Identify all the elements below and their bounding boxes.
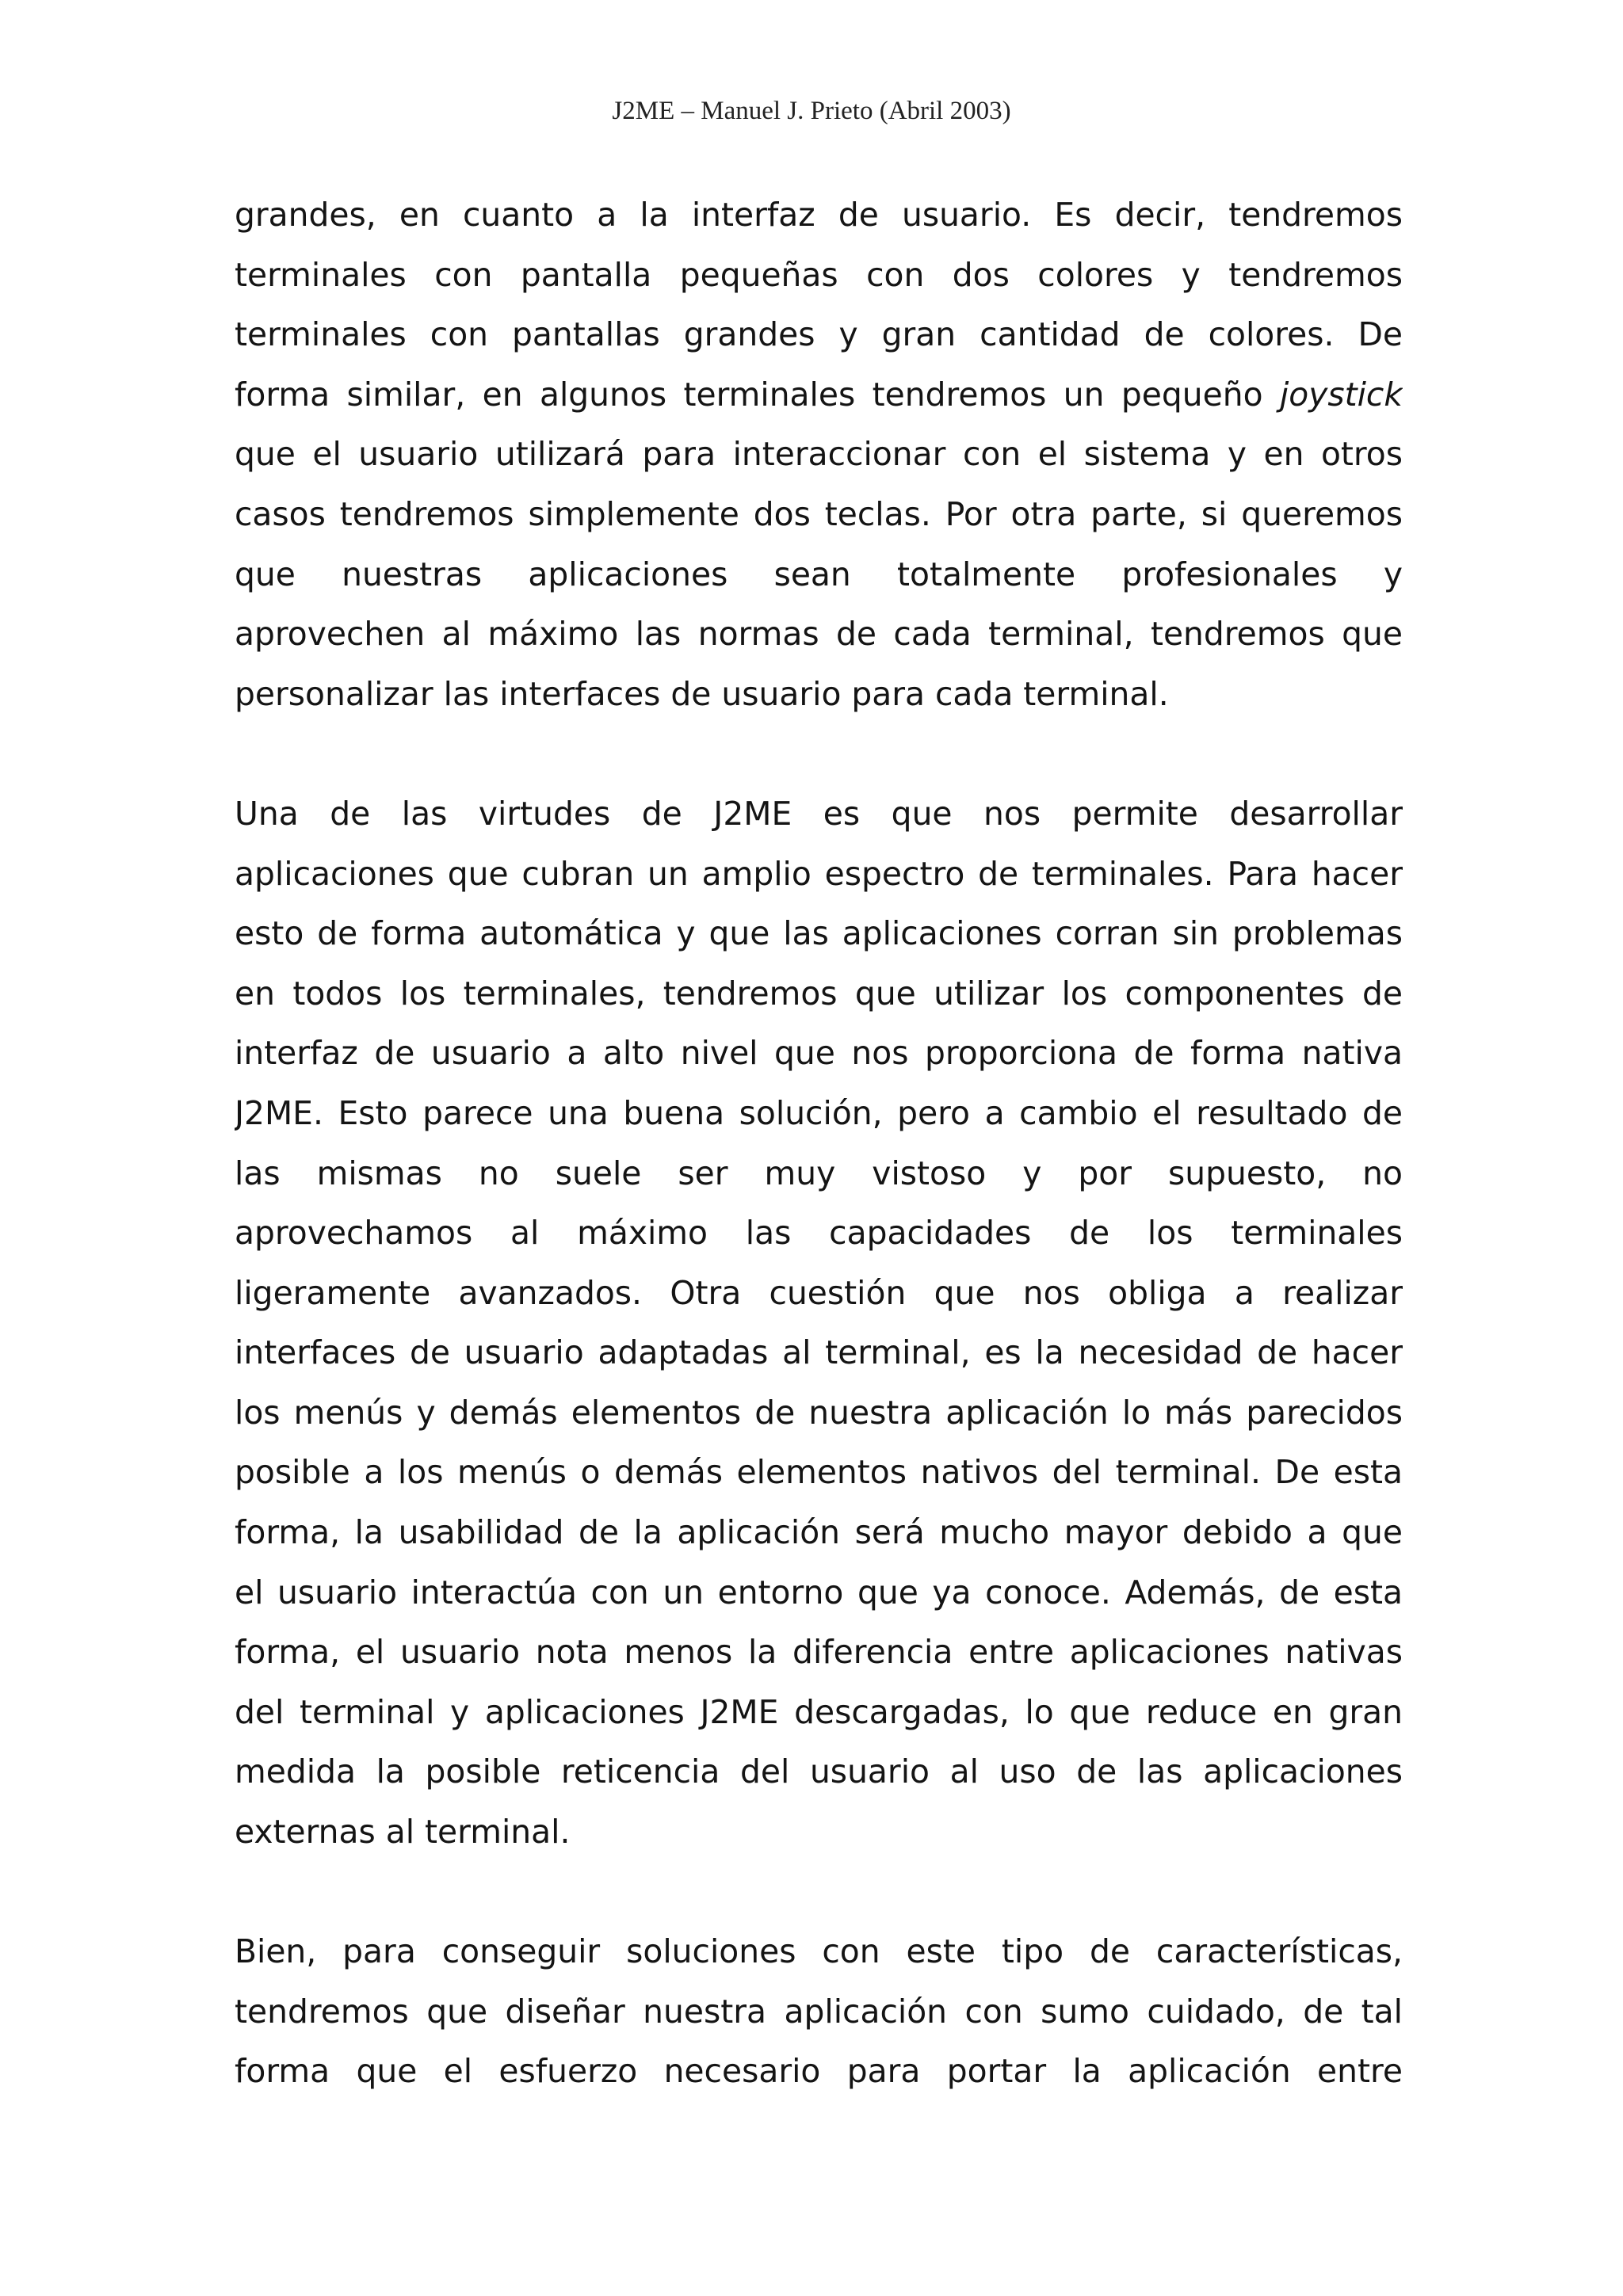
text-line: personalizar las interfaces de usuario para cada terminal. xyxy=(235,674,1169,713)
text-line: esto de forma automática y que las aplicaciones corran sin problemas xyxy=(235,914,1403,953)
paragraph-1 xyxy=(235,185,1403,724)
text-line: aprovechen al máximo las normas de cada terminal, tendremos que xyxy=(235,615,1403,654)
text-line: terminales con pantalla pequeñas con dos colores y tendremos xyxy=(235,255,1403,294)
text-line: interfaz de usuario a alto nivel que nos proporciona de forma nativa xyxy=(235,1034,1403,1073)
text-line: externas al terminal. xyxy=(235,1813,571,1852)
text-line: Una de las virtudes de J2ME es que nos permite desarrollar xyxy=(235,794,1403,833)
text-line: aplicaciones que cubran un amplio espectro de terminales. Para hacer xyxy=(235,854,1403,893)
text-line: terminales con pantallas grandes y gran cantidad de colores. De xyxy=(235,315,1403,354)
text-line xyxy=(235,365,1403,425)
text-line: el usuario interactúa con un entorno que ya conoce. Además, de esta xyxy=(235,1573,1403,1611)
text-line: J2ME. Esto parece una buena solución, pero a cambio el resultado de xyxy=(235,1093,1403,1132)
text-line: casos tendremos simplemente dos teclas. Por otra parte, si queremos xyxy=(235,494,1403,533)
text-line: Bien, para conseguir soluciones con este tipo de características, xyxy=(235,1932,1403,1971)
emphasized-term: joystick xyxy=(1279,375,1403,414)
text-line: aprovechamos al máximo las capacidades de los terminales xyxy=(235,1214,1403,1253)
paragraph-2 xyxy=(235,784,1403,1863)
text-line: forma que el esfuerzo necesario para portar la aplicación entre xyxy=(235,2052,1403,2091)
text-line: forma, el usuario nota menos la diferencia entre aplicaciones nativas xyxy=(235,1633,1403,1672)
text-line: ligeramente avanzados. Otra cuestión que nos obliga a realizar xyxy=(235,1273,1403,1312)
text-line: posible a los menús o demás elementos nativos del terminal. De esta xyxy=(235,1453,1403,1492)
paragraph-3 xyxy=(235,1922,1403,2102)
text-segment: forma similar, en algunos terminales tendremos un pequeño xyxy=(235,375,1280,414)
text-line: forma, la usabilidad de la aplicación será mucho mayor debido a que xyxy=(235,1513,1403,1552)
document-body xyxy=(235,185,1403,2162)
page-header: J2ME – Manuel J. Prieto (Abril 2003) xyxy=(612,97,1011,125)
text-line: del terminal y aplicaciones J2ME descargadas, lo que reduce en gran xyxy=(235,1692,1403,1731)
text-line: en todos los terminales, tendremos que utilizar los componentes de xyxy=(235,974,1403,1013)
text-line: tendremos que diseñar nuestra aplicación con sumo cuidado, de tal xyxy=(235,1992,1403,2031)
text-line: medida la posible reticencia del usuario al uso de las aplicaciones xyxy=(235,1753,1403,1791)
text-line: los menús y demás elementos de nuestra aplicación lo más parecidos xyxy=(235,1393,1403,1432)
text-line: las mismas no suele ser muy vistoso y por supuesto, no xyxy=(235,1154,1403,1192)
text-line: interfaces de usuario adaptadas al terminal, es la necesidad de hacer xyxy=(235,1333,1403,1372)
text-line: que el usuario utilizará para interaccionar con el sistema y en otros xyxy=(235,435,1403,474)
text-line: que nuestras aplicaciones sean totalmente profesionales y xyxy=(235,555,1403,593)
text-line: grandes, en cuanto a la interfaz de usuario. Es decir, tendremos xyxy=(235,196,1403,234)
